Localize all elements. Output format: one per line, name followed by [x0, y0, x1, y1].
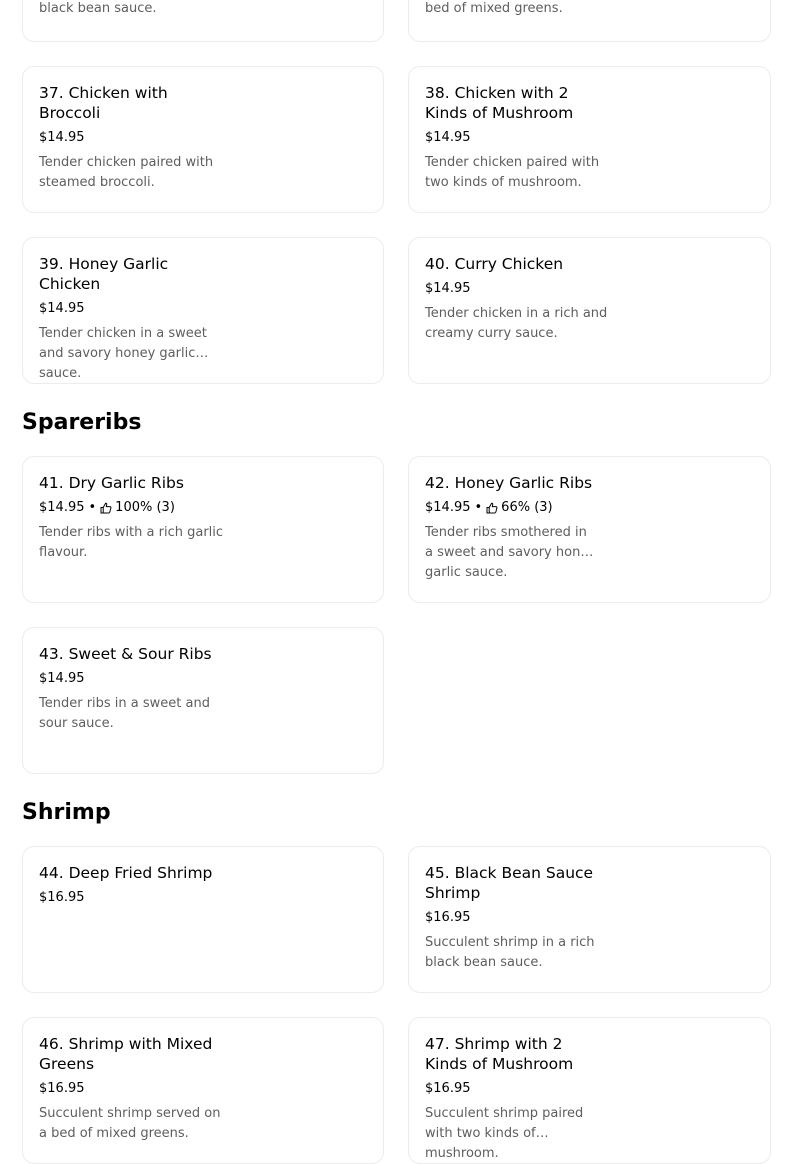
item-price: $16.95 [425, 910, 471, 925]
item-title: 40. Curry Chicken [425, 255, 564, 273]
menu-item-card-44[interactable] [22, 846, 384, 993]
menu-item-card-47[interactable] [408, 1017, 771, 1164]
item-meta [39, 889, 229, 906]
menu-item-card-35[interactable] [22, 0, 384, 42]
item-price: $16.95 [39, 890, 85, 905]
item-price: $14.95 [425, 281, 471, 296]
menu-item-card-38[interactable] [408, 66, 771, 213]
item-meta [425, 909, 615, 926]
item-meta [39, 499, 229, 516]
item-title: 45. Black Bean Sauce Shrimp [425, 864, 594, 902]
item-description: Tender ribs in a sweet and sour sauce. [39, 696, 210, 731]
item-description: Succulent shrimp served on a bed of mixed greens. [39, 1106, 221, 1141]
item-meta [425, 129, 615, 146]
item-description: Succulent shrimp in a rich black bean sauce. [425, 935, 595, 970]
item-title: 46. Shrimp with Mixed Greens [39, 1035, 213, 1073]
menu-item-card-43[interactable] [22, 627, 384, 774]
thumbs-up-icon [486, 502, 498, 514]
item-price: $14.95 [39, 301, 85, 316]
item-meta [39, 670, 229, 687]
item-description: Tender ribs with a rich garlic flavour. [39, 525, 224, 560]
item-price: $14.95 [39, 130, 85, 145]
thumbs-up-icon [100, 502, 112, 514]
item-meta [39, 1080, 229, 1097]
item-rating: 100% (3) [115, 500, 175, 515]
item-meta [425, 280, 615, 297]
item-price: $14.95 [39, 671, 85, 686]
menu-item-card-39[interactable] [22, 237, 384, 384]
section-title-shrimp: Shrimp [22, 800, 111, 825]
item-price: $16.95 [425, 1081, 471, 1096]
item-title: 41. Dry Garlic Ribs [39, 474, 184, 492]
item-title: 47. Shrimp with 2 Kinds of Mushroom [425, 1035, 574, 1073]
item-meta [425, 1080, 615, 1097]
item-description: Succulent shrimp paired with two kinds of mushroom. [425, 1106, 584, 1161]
item-description: Tender chicken in a rich and creamy curry sauce. [425, 306, 608, 341]
item-title: 42. Honey Garlic Ribs [425, 474, 593, 492]
item-description: black bean sauce. [39, 1, 157, 16]
item-price: $14.95 [425, 130, 471, 145]
menu-item-card-45[interactable] [408, 846, 771, 993]
item-description: Tender ribs smothered in a sweet and savory honey garlic sauce. [425, 525, 596, 580]
item-price: $16.95 [39, 1081, 85, 1096]
item-title: 43. Sweet & Sour Ribs [39, 645, 212, 663]
item-price: $14.95 [39, 500, 85, 515]
item-description: Tender chicken paired with steamed broccoli. [39, 155, 214, 190]
item-title: 44. Deep Fried Shrimp [39, 864, 213, 882]
item-rating: 66% (3) [501, 500, 553, 515]
item-title: 39. Honey Garlic Chicken [39, 255, 169, 293]
menu-item-card-46[interactable] [22, 1017, 384, 1164]
item-title: 37. Chicken with Broccoli [39, 84, 168, 122]
item-meta [425, 499, 615, 516]
item-description: Tender chicken in a sweet and savory honey garlic sauce. [39, 326, 207, 381]
item-meta [39, 129, 229, 146]
menu-item-card-40[interactable] [408, 237, 771, 384]
meta-separator: • [474, 500, 483, 515]
menu-item-card-36[interactable] [408, 0, 771, 42]
menu-item-card-42[interactable] [408, 456, 771, 603]
item-meta [39, 300, 229, 317]
meta-separator: • [88, 500, 97, 515]
section-title-spareribs: Spareribs [22, 410, 142, 435]
menu-item-card-41[interactable] [22, 456, 384, 603]
item-description: bed of mixed greens. [425, 1, 563, 16]
item-description: Tender chicken paired with two kinds of mushroom. [425, 155, 600, 190]
item-price: $14.95 [425, 500, 471, 515]
item-title: 38. Chicken with 2 Kinds of Mushroom [425, 84, 574, 122]
menu-item-card-37[interactable] [22, 66, 384, 213]
